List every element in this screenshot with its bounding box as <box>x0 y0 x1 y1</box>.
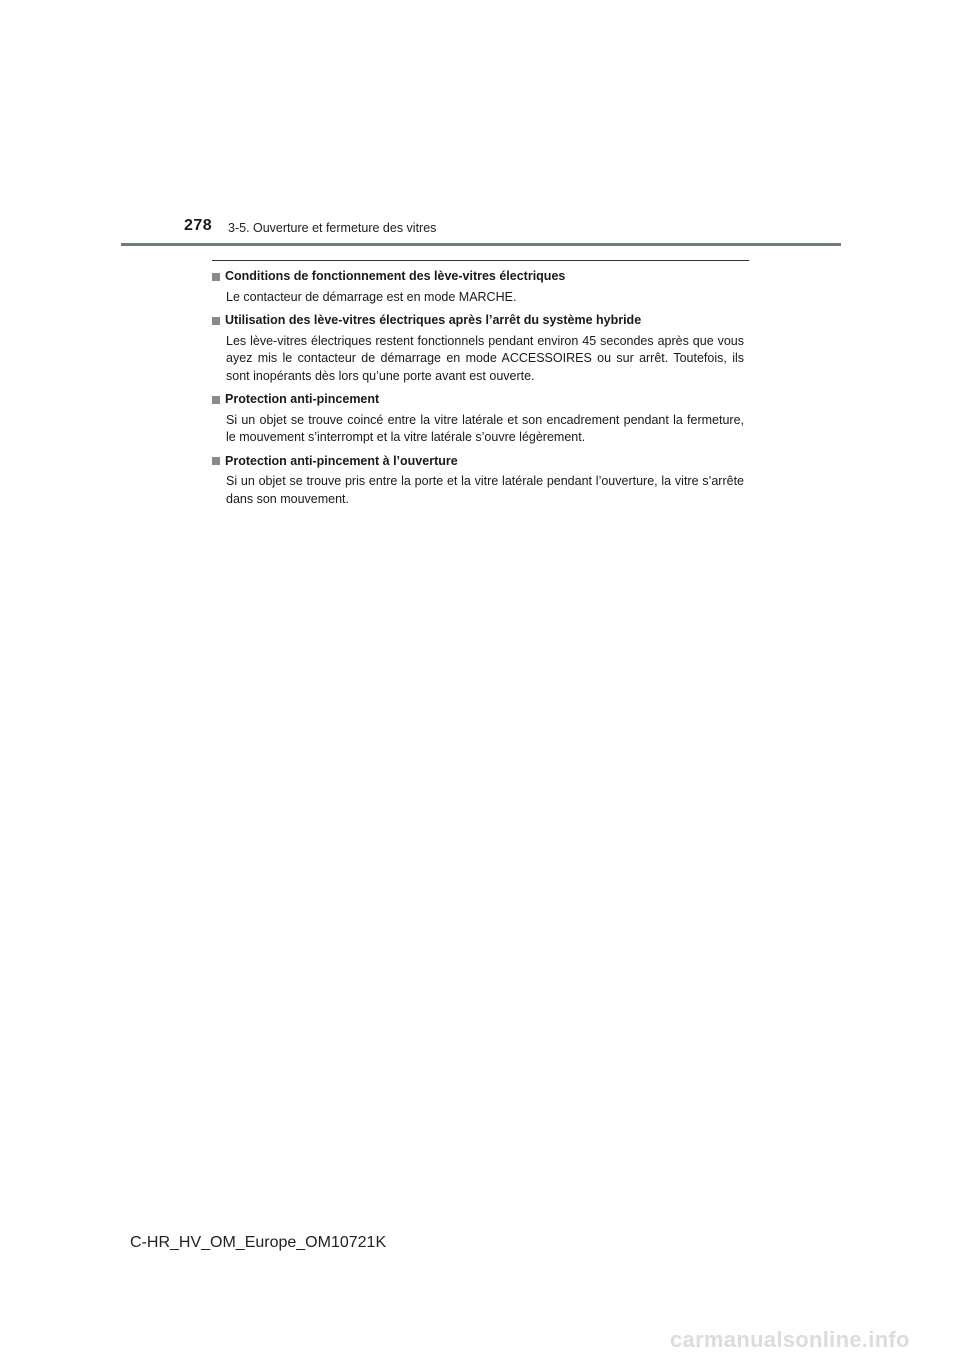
item-heading-text: Protection anti-pincement à l’ouverture <box>225 453 458 468</box>
content-divider <box>212 260 749 261</box>
item-text: Le contacteur de démarrage est en mode MARCHE. <box>226 289 517 304</box>
item-heading-text: Conditions de fonctionnement des lève-vitres électriques <box>225 269 566 283</box>
item-heading <box>212 391 744 409</box>
document-id: C-HR_HV_OM_Europe_OM10721K <box>130 1234 387 1251</box>
info-item <box>212 391 744 447</box>
item-text: Les lève-vitres électriques restent fonctionnels pendant environ 45 secondes après que vous ayez mis le contacteur de démarrage en mode ACCESSOIRES ou sur arrêt. Toutefois, ils sont inopérants dès lors qu’une porte avant est ouverte. <box>226 333 744 383</box>
item-text: Si un objet se trouve pris entre la porte et la vitre latérale pendant l’ouverture, la vitre s’arrête dans son mouvement. <box>226 474 744 506</box>
square-bullet-icon <box>212 457 220 465</box>
content-body <box>212 268 744 514</box>
square-bullet-icon <box>212 273 220 281</box>
item-heading <box>212 268 744 286</box>
watermark: carmanualsonline.info <box>670 1327 910 1352</box>
square-bullet-icon <box>212 317 220 325</box>
section-title: 3-5. Ouverture et fermeture des vitres <box>228 221 437 235</box>
info-item <box>212 453 744 509</box>
info-item <box>212 268 744 306</box>
info-item <box>212 312 744 385</box>
header-divider <box>121 243 841 246</box>
page-number: 278 <box>184 217 213 234</box>
item-heading <box>212 312 744 330</box>
item-heading-text: Protection anti-pincement <box>225 392 380 406</box>
item-heading <box>212 453 744 471</box>
item-text: Si un objet se trouve coincé entre la vitre latérale et son encadrement pendant la fermeture, le mouvement s’interrompt et la vitre latérale s’ouvre légèrement. <box>226 412 744 444</box>
square-bullet-icon <box>212 396 220 404</box>
item-heading-text: Utilisation des lève-vitres électriques après l’arrêt du système hybride <box>225 313 642 327</box>
